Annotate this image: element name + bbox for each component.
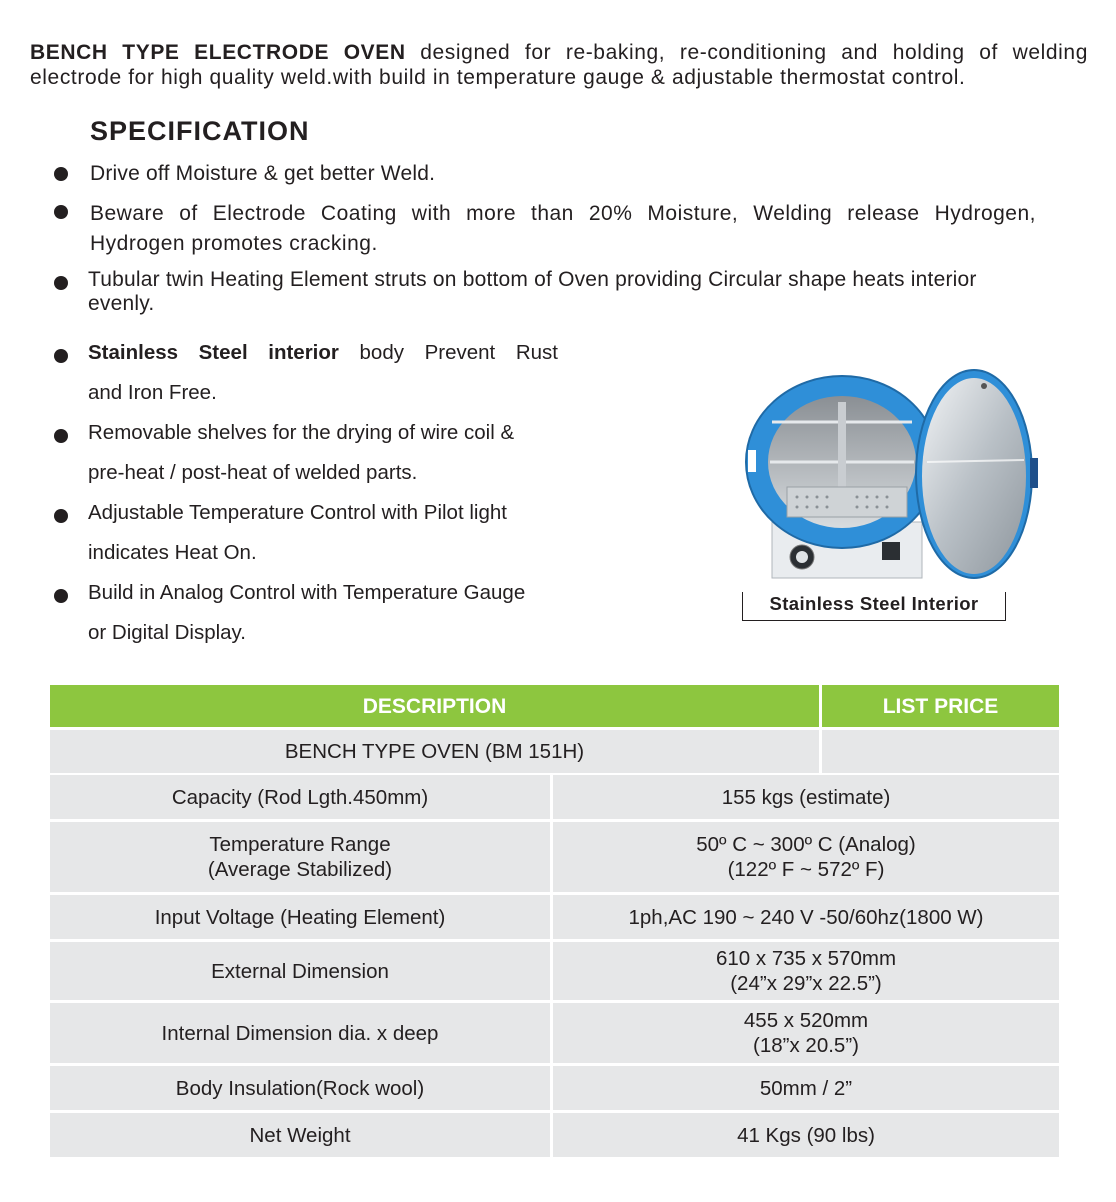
row-value [553, 1066, 1059, 1110]
table-row [50, 1113, 1059, 1157]
bullet-dot [54, 429, 68, 443]
intro-bold: BENCH TYPE ELECTRODE OVEN [30, 41, 406, 64]
oven-illustration [742, 362, 1052, 594]
specification-heading: SPECIFICATION [90, 116, 310, 146]
row-label [50, 1066, 550, 1110]
bullet-dot [54, 589, 68, 603]
row-label [50, 822, 550, 892]
bullet-text [88, 573, 568, 653]
row-label-line: Internal Dimension dia. x deep [161, 1021, 439, 1045]
spec-table [47, 682, 1062, 776]
list-price-cell [822, 730, 1059, 773]
bullet-text: Drive off Moisture & get better Weld. [90, 162, 436, 185]
row-value [553, 822, 1059, 892]
row-value-line: 155 kgs (estimate) [721, 785, 891, 809]
bullet-text: Tubular twin Heating Element struts on bottom of Oven providing Circular shape heats interior evenly. [88, 268, 977, 315]
table-row [50, 1003, 1059, 1063]
bullet-text [88, 333, 558, 413]
bullet-line: pre-heat / post-heat of welded parts. [88, 461, 418, 484]
table-row [50, 1066, 1059, 1110]
row-value-line: 50º C ~ 300º C (Analog) [696, 833, 916, 856]
row-label-line: Body Insulation(Rock wool) [175, 1076, 425, 1100]
detail-table [47, 772, 1062, 1160]
bullet-dot [54, 349, 68, 363]
bullet-rest: body Prevent Rust [338, 341, 559, 364]
table-row [50, 895, 1059, 939]
row-label [50, 1003, 550, 1063]
oven-image [742, 362, 1052, 594]
bullet-line: indicates Heat On. [88, 541, 257, 564]
row-label-line: Temperature Range [209, 833, 391, 856]
bullet-text: Beware of Electrode Coating with more than 20% Moisture, Welding release Hydrogen, Hydrogen promotes cracking. [90, 202, 1036, 255]
row-value-line: (24”x 29”x 22.5”) [730, 972, 882, 995]
row-label-line: Net Weight [249, 1123, 351, 1147]
bullet-bold: Stainless Steel interior [88, 341, 339, 364]
row-value [553, 775, 1059, 819]
header-description: DESCRIPTION [50, 685, 819, 727]
row-label-line: Capacity (Rod Lgth.450mm) [171, 785, 429, 809]
intro-paragraph [30, 40, 1088, 90]
bullet-line: Removable shelves for the drying of wire coil & [88, 421, 515, 444]
bullet-dot [54, 167, 68, 181]
row-value-line: 1ph,AC 190 ~ 240 V -50/60hz(1800 W) [628, 905, 984, 929]
row-value [553, 895, 1059, 939]
bullet-text [88, 493, 568, 573]
table-row [50, 775, 1059, 819]
bullet-dot [54, 205, 68, 219]
row-label-line: Input Voltage (Heating Element) [154, 905, 446, 929]
table-row [50, 942, 1059, 1000]
bullet-line: and Iron Free. [88, 381, 217, 404]
intro-text: designed for re-baking, re-conditioning and holding of welding electrode for high quality weld.with build in temperature gauge & adjustable thermostat control. [30, 41, 1088, 89]
row-value-line: (122º F ~ 572º F) [727, 858, 885, 881]
bullet-line: Build in Analog Control with Temperature Gauge [88, 581, 526, 604]
row-value-line: 455 x 520mm [743, 1009, 869, 1032]
row-value-line: (18”x 20.5”) [753, 1034, 859, 1057]
table-row [50, 822, 1059, 892]
row-label [50, 895, 550, 939]
bullet-text [88, 413, 568, 493]
table-model-row [50, 730, 1059, 773]
row-label [50, 775, 550, 819]
model-name: BENCH TYPE OVEN (BM 151H) [50, 730, 819, 773]
row-value-line: 610 x 735 x 570mm [715, 947, 897, 970]
row-value [553, 1113, 1059, 1157]
image-caption: Stainless Steel Interior [742, 592, 1006, 621]
row-label-line: External Dimension [211, 959, 389, 983]
bullet-dot [54, 276, 68, 290]
row-value [553, 1003, 1059, 1063]
bullet-line: Adjustable Temperature Control with Pilot light [88, 501, 507, 524]
row-value-line: 41 Kgs (90 lbs) [737, 1123, 875, 1147]
row-value-line: 50mm / 2” [759, 1076, 853, 1100]
row-label-line: (Average Stabilized) [207, 858, 393, 881]
row-value [553, 942, 1059, 1000]
row-label [50, 942, 550, 1000]
bullet-dot [54, 509, 68, 523]
header-list-price: LIST PRICE [822, 685, 1059, 727]
row-label [50, 1113, 550, 1157]
table-header-row [50, 685, 1059, 727]
bullet-line: or Digital Display. [88, 621, 246, 644]
